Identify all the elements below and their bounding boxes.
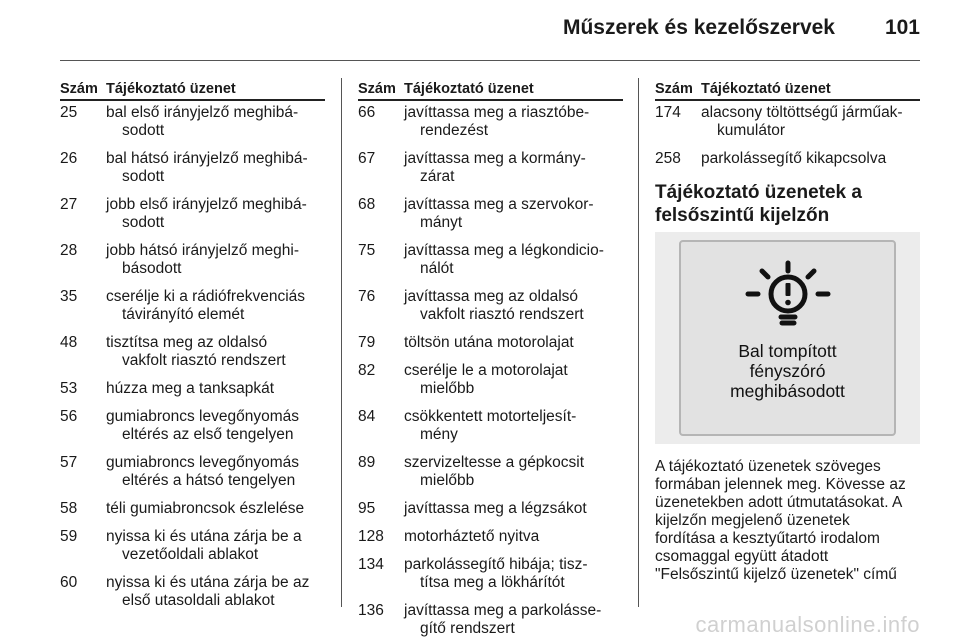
column-divider-1 — [341, 78, 342, 607]
message-number: 28 — [60, 242, 78, 259]
table-header — [60, 80, 325, 97]
column-divider-2 — [638, 78, 639, 607]
message-text — [404, 150, 623, 186]
message-number: 60 — [60, 574, 78, 591]
message-text-line: cserélje ki a rádiófrekvenciás — [106, 288, 306, 305]
message-text-line: távirányító elemét — [122, 306, 245, 323]
table-row — [358, 500, 623, 518]
table-row — [60, 150, 325, 186]
message-text-line: javíttassa meg a légzsákot — [404, 500, 587, 517]
message-text-line: zárat — [420, 168, 455, 185]
message-text-line: nálót — [420, 260, 454, 277]
message-text — [106, 574, 325, 610]
paragraph-line: kijelzőn megjelenő üzenetek — [655, 512, 850, 529]
message-text — [106, 288, 325, 324]
message-text-line: húzza meg a tanksapkát — [106, 380, 275, 397]
table-rows — [655, 104, 920, 168]
message-text-line: téli gumiabroncsok észlelése — [106, 500, 305, 517]
message-table-col-1 — [60, 80, 325, 620]
display-message-line: Bal tompított — [738, 341, 837, 361]
table-rows — [358, 104, 623, 638]
message-text-line: tisztítsa meg az oldalsó — [106, 334, 268, 351]
message-text-line: töltsön utána motorolajat — [404, 334, 574, 351]
message-text-line: nyissa ki és utána zárja be az — [106, 574, 310, 591]
message-number: 25 — [60, 104, 78, 121]
message-table-col-3 — [655, 80, 920, 178]
table-row — [358, 362, 623, 398]
header-num: Szám — [358, 81, 396, 97]
message-number: 89 — [358, 454, 376, 471]
message-number: 35 — [60, 288, 78, 305]
message-text-line: eltérés a hátsó tengelyen — [122, 472, 296, 489]
message-text-line: szervizeltesse a gépkocsit — [404, 454, 585, 471]
message-text — [106, 528, 325, 564]
table-row — [358, 454, 623, 490]
table-row — [60, 528, 325, 564]
message-text — [106, 334, 325, 370]
section-heading — [655, 181, 925, 227]
header-num: Szám — [60, 81, 98, 97]
message-text — [404, 196, 623, 232]
message-number: 95 — [358, 500, 376, 517]
table-rows — [60, 104, 325, 610]
paragraph-line: "Felsőszintű kijelző üzenetek" című — [655, 566, 897, 583]
message-text-line: motorháztető nyitva — [404, 528, 540, 545]
table-row — [60, 574, 325, 610]
message-text-line: parkolássegítő hibája; tisz- — [404, 556, 588, 573]
message-number: 258 — [655, 150, 681, 167]
message-text — [106, 380, 325, 398]
message-text — [106, 104, 325, 140]
table-row — [358, 288, 623, 324]
message-text-line: rendezést — [420, 122, 489, 139]
message-text-line: kumulátor — [717, 122, 786, 139]
table-row — [358, 150, 623, 186]
header-num: Szám — [655, 81, 693, 97]
message-number: 128 — [358, 528, 384, 545]
table-row — [60, 454, 325, 490]
message-text — [404, 242, 623, 278]
message-text — [404, 500, 623, 518]
table-row — [358, 196, 623, 232]
message-text-line: bal első irányjelző meghibá- — [106, 104, 299, 121]
message-text-line: gumiabroncs levegőnyomás — [106, 454, 299, 471]
message-text-line: alacsony töltöttségű járműak- — [701, 104, 903, 121]
message-text-line: javíttassa meg a légkondicio- — [404, 242, 604, 259]
message-number: 79 — [358, 334, 376, 351]
header-title: Műszerek és kezelőszervek — [562, 16, 835, 39]
table-row — [358, 528, 623, 546]
display-message — [681, 341, 894, 401]
message-text-line: nyissa ki és utána zárja be a — [106, 528, 302, 545]
message-text-line: parkolássegítő kikapcsolva — [701, 150, 887, 167]
message-number: 136 — [358, 602, 384, 619]
message-text — [106, 196, 325, 232]
message-number: 76 — [358, 288, 376, 305]
message-number: 58 — [60, 500, 78, 517]
table-row — [358, 602, 623, 638]
table-header-rule — [358, 99, 623, 101]
message-number: 174 — [655, 104, 681, 121]
table-row — [60, 288, 325, 324]
message-number: 27 — [60, 196, 78, 213]
table-header — [655, 80, 920, 97]
message-text — [404, 104, 623, 140]
message-number: 57 — [60, 454, 78, 471]
message-text-line: eltérés az első tengelyen — [122, 426, 294, 443]
header-msg: Tájékoztató üzenet — [106, 81, 236, 97]
message-text-line: bal hátsó irányjelző meghibá- — [106, 150, 308, 167]
message-text-line: javíttassa meg a szervokor- — [404, 196, 594, 213]
message-text — [404, 602, 623, 638]
header-rule — [60, 60, 920, 61]
message-text — [404, 556, 623, 592]
message-text-line: gumiabroncs levegőnyomás — [106, 408, 299, 425]
message-text — [701, 104, 920, 140]
table-row — [655, 104, 920, 140]
display-message-line: fényszóró — [749, 361, 826, 381]
message-text-line: mielőbb — [420, 472, 475, 489]
message-number: 84 — [358, 408, 376, 425]
display-illustration — [655, 232, 920, 444]
table-header-rule — [655, 99, 920, 101]
message-text-line: vezetőoldali ablakot — [122, 546, 259, 563]
message-text-line: vakfolt riasztó rendszert — [122, 352, 286, 369]
message-text-line: jobb első irányjelző meghibá- — [106, 196, 307, 213]
message-text-line: cserélje le a motorolajat — [404, 362, 568, 379]
table-header-rule — [60, 99, 325, 101]
message-number: 26 — [60, 150, 78, 167]
table-row — [60, 500, 325, 518]
message-text-line: csökkentett motorteljesít- — [404, 408, 577, 425]
message-text — [404, 408, 623, 444]
message-text — [404, 334, 623, 352]
section-heading-line: felsőszintű kijelzőn — [655, 205, 830, 226]
message-number: 53 — [60, 380, 78, 397]
table-row — [60, 334, 325, 370]
paragraph-line: csomaggal együtt átadott — [655, 548, 829, 565]
paragraph-line: fordítása a kesztyűtartó irodalom — [655, 530, 880, 547]
paragraph-line: formában jelennek meg. Kövesse az — [655, 476, 906, 493]
message-text-line: javíttassa meg a kormány- — [404, 150, 586, 167]
message-text — [404, 362, 623, 398]
message-text-line: javíttassa meg az oldalsó — [404, 288, 579, 305]
message-text — [404, 528, 623, 546]
table-row — [358, 556, 623, 592]
message-text-line: sodott — [122, 122, 165, 139]
paragraph-line: A tájékoztató üzenetek szöveges — [655, 458, 881, 475]
message-text — [106, 500, 325, 518]
message-text-line: sodott — [122, 214, 165, 231]
table-row — [60, 380, 325, 398]
message-text — [404, 288, 623, 324]
body-paragraph — [655, 458, 925, 584]
message-text-line: mény — [420, 426, 458, 443]
message-text — [106, 150, 325, 186]
lamp-fault-warning-icon — [742, 260, 834, 328]
table-row — [60, 242, 325, 278]
message-text-line: javíttassa meg a parkolásse- — [404, 602, 602, 619]
table-row — [358, 104, 623, 140]
header-msg: Tájékoztató üzenet — [404, 81, 534, 97]
message-number: 82 — [358, 362, 376, 379]
message-text-line: vakfolt riasztó rendszert — [420, 306, 584, 323]
table-row — [655, 150, 920, 168]
message-number: 66 — [358, 104, 376, 121]
message-text — [106, 242, 325, 278]
table-header — [358, 80, 623, 97]
message-text-line: títsa meg a lökhárítót — [420, 574, 565, 591]
message-number: 75 — [358, 242, 376, 259]
message-number: 68 — [358, 196, 376, 213]
display-message-line: meghibásodott — [730, 381, 845, 401]
message-text-line: javíttassa meg a riasztóbe- — [404, 104, 590, 121]
table-row — [358, 242, 623, 278]
message-text-line: első utasoldali ablakot — [122, 592, 275, 609]
message-text — [106, 408, 325, 444]
table-row — [60, 408, 325, 444]
table-row — [358, 408, 623, 444]
page-number: 101 — [884, 16, 920, 39]
message-text — [701, 150, 920, 168]
message-text — [106, 454, 325, 490]
header-msg: Tájékoztató üzenet — [701, 81, 831, 97]
table-row — [60, 196, 325, 232]
message-number: 59 — [60, 528, 78, 545]
section-heading-line: Tájékoztató üzenetek a — [655, 182, 862, 203]
message-text-line: jobb hátsó irányjelző meghi- — [106, 242, 299, 259]
display-screen — [679, 240, 896, 436]
paragraph-line: üzenetekben adott útmutatásokat. A — [655, 494, 903, 511]
message-number: 48 — [60, 334, 78, 351]
message-number: 134 — [358, 556, 384, 573]
message-number: 67 — [358, 150, 376, 167]
table-row — [358, 334, 623, 352]
message-text-line: mányt — [420, 214, 463, 231]
table-row — [60, 104, 325, 140]
watermark: carmanualsonline.info — [695, 612, 920, 637]
message-text-line: mielőbb — [420, 380, 475, 397]
message-text — [404, 454, 623, 490]
message-table-col-2 — [358, 80, 623, 642]
message-text-line: básodott — [122, 260, 182, 277]
message-number: 56 — [60, 408, 78, 425]
message-text-line: sodott — [122, 168, 165, 185]
message-text-line: gítő rendszert — [420, 620, 515, 637]
